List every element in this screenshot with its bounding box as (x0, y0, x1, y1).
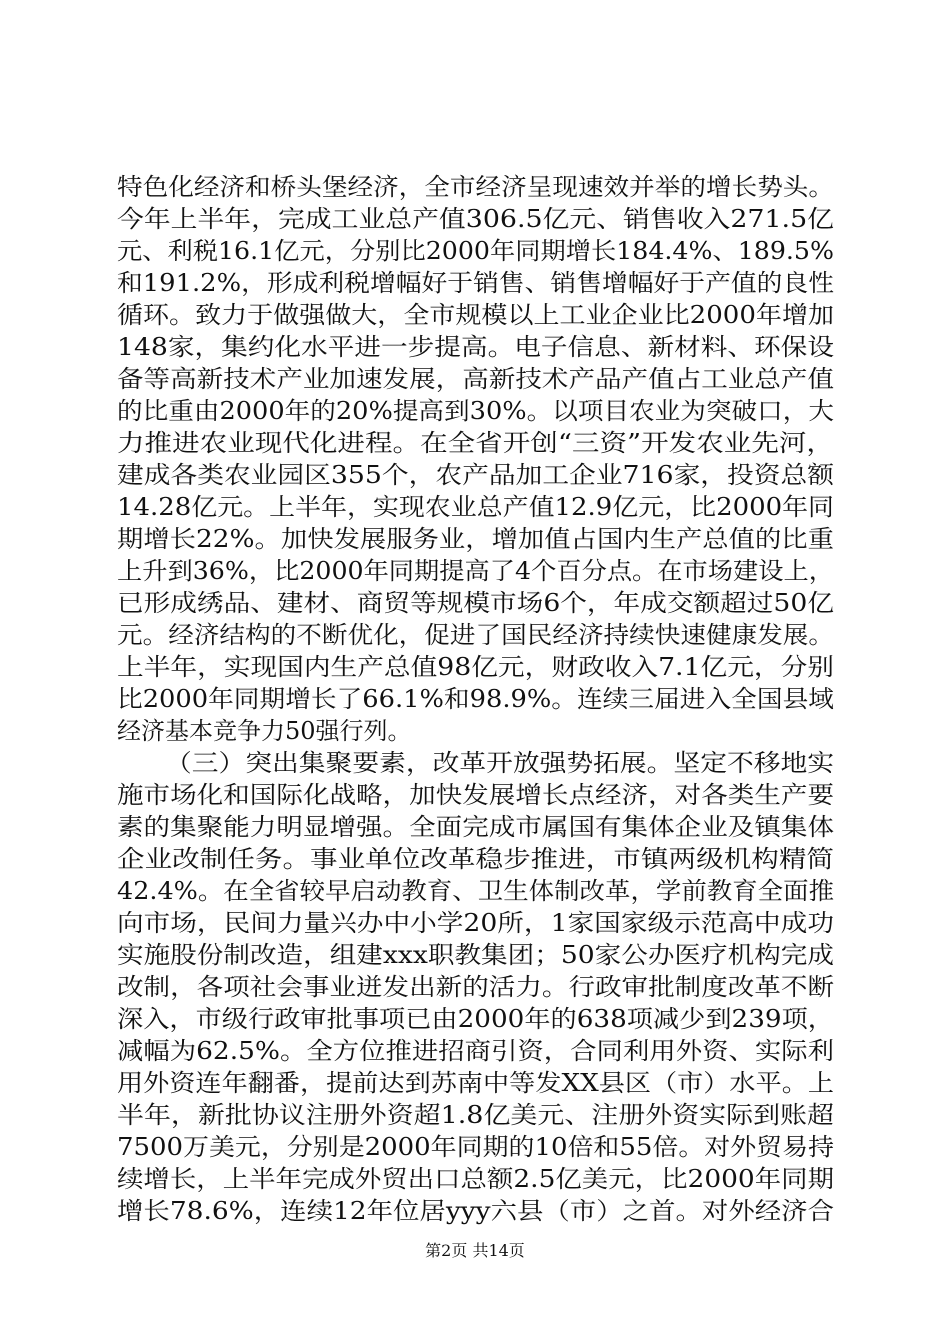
text-line: 上升到36%，比2000年同期提高了4个百分点。在市场建设上， (117, 557, 835, 585)
text-line: 循环。致力于做强做大，全市规模以上工业企业比2000年增加 (117, 301, 835, 329)
text-line: 已形成绣品、建材、商贸等规模市场6个，年成交额超过50亿 (117, 589, 834, 617)
text-line: 建成各类农业园区355个，农产品加工企业716家，投资总额 (117, 461, 834, 489)
text-line: （三）突出集聚要素，改革开放强势拓展。坚定不移地实 (165, 749, 834, 777)
text-line: 改制，各项社会事业迸发出新的活力。行政审批制度改革不断 (117, 973, 835, 1001)
text-line: 期增长22%。加快发展服务业，增加值占国内生产总值的比重 (117, 525, 834, 553)
text-line: 实施股份制改造，组建xxx职教集团；50家公办医疗机构完成 (117, 941, 834, 969)
text-line: 14.28亿元。上半年，实现农业总产值12.9亿元，比2000年同 (117, 493, 835, 521)
text-line: 向市场，民间力量兴办中小学20所，1家国家级示范高中成功 (117, 909, 834, 937)
text-line: 42.4%。在全省较早启动教育、卫生体制改革，学前教育全面推 (117, 877, 835, 905)
text-line: 减幅为62.5%。全方位推进招商引资，合同利用外资、实际利 (117, 1037, 835, 1065)
text-line: 上半年，实现国内生产总值98亿元，财政收入7.1亿元，分别 (117, 653, 834, 681)
text-line: 元、利税16.1亿元，分别比2000年同期增长184.4%、189.5% (117, 237, 834, 265)
text-line: 的比重由2000年的20%提高到30%。以项目农业为突破口，大 (117, 397, 834, 425)
text-line: 深入，市级行政审批事项已由2000年的638项减少到239项， (117, 1005, 834, 1033)
text-line: 比2000年同期增长了66.1%和98.9%。连续三届进入全国县域 (117, 685, 834, 713)
text-line: 施市场化和国际化战略，加快发展增长点经济，对各类生产要 (117, 781, 835, 809)
text-line: 半年，新批协议注册外资超1.8亿美元、注册外资实际到账超 (117, 1101, 834, 1129)
text-line: 特色化经济和桥头堡经济，全市经济呈现速效并举的增长势头。 (117, 173, 835, 201)
text-line: 增长78.6%，连续12年位居yyy六县（市）之首。对外经济合 (117, 1197, 835, 1225)
text-line: 力推进农业现代化进程。在全省开创“三资”开发农业先河， (117, 429, 834, 457)
text-line: 企业改制任务。事业单位改革稳步推进，市镇两级机构精简 (117, 845, 834, 873)
page-footer: 第2页 共14页 (425, 1241, 525, 1260)
text-line: 备等高新技术产业加速发展，高新技术产品产值占工业总产值 (117, 365, 835, 393)
text-line: 元。经济结构的不断优化，促进了国民经济持续快速健康发展。 (117, 621, 835, 649)
text-line: 7500万美元，分别是2000年同期的10倍和55倍。对外贸易持 (117, 1133, 835, 1161)
text-line: 今年上半年，完成工业总产值306.5亿元、销售收入271.5亿 (117, 205, 834, 233)
text-line: 续增长，上半年完成外贸出口总额2.5亿美元，比2000年同期 (117, 1165, 835, 1193)
text-line: 和191.2%，形成利税增幅好于销售、销售增幅好于产值的良性 (117, 269, 834, 297)
text-line: 用外资连年翻番，提前达到苏南中等发XX县区（市）水平。上 (117, 1069, 835, 1097)
text-line: 素的集聚能力明显增强。全面完成市属国有集体企业及镇集体 (117, 813, 835, 841)
text-line: 经济基本竞争力50强行列。 (117, 717, 412, 745)
text-line: 148家，集约化水平进一步提高。电子信息、新材料、环保设 (117, 333, 834, 361)
